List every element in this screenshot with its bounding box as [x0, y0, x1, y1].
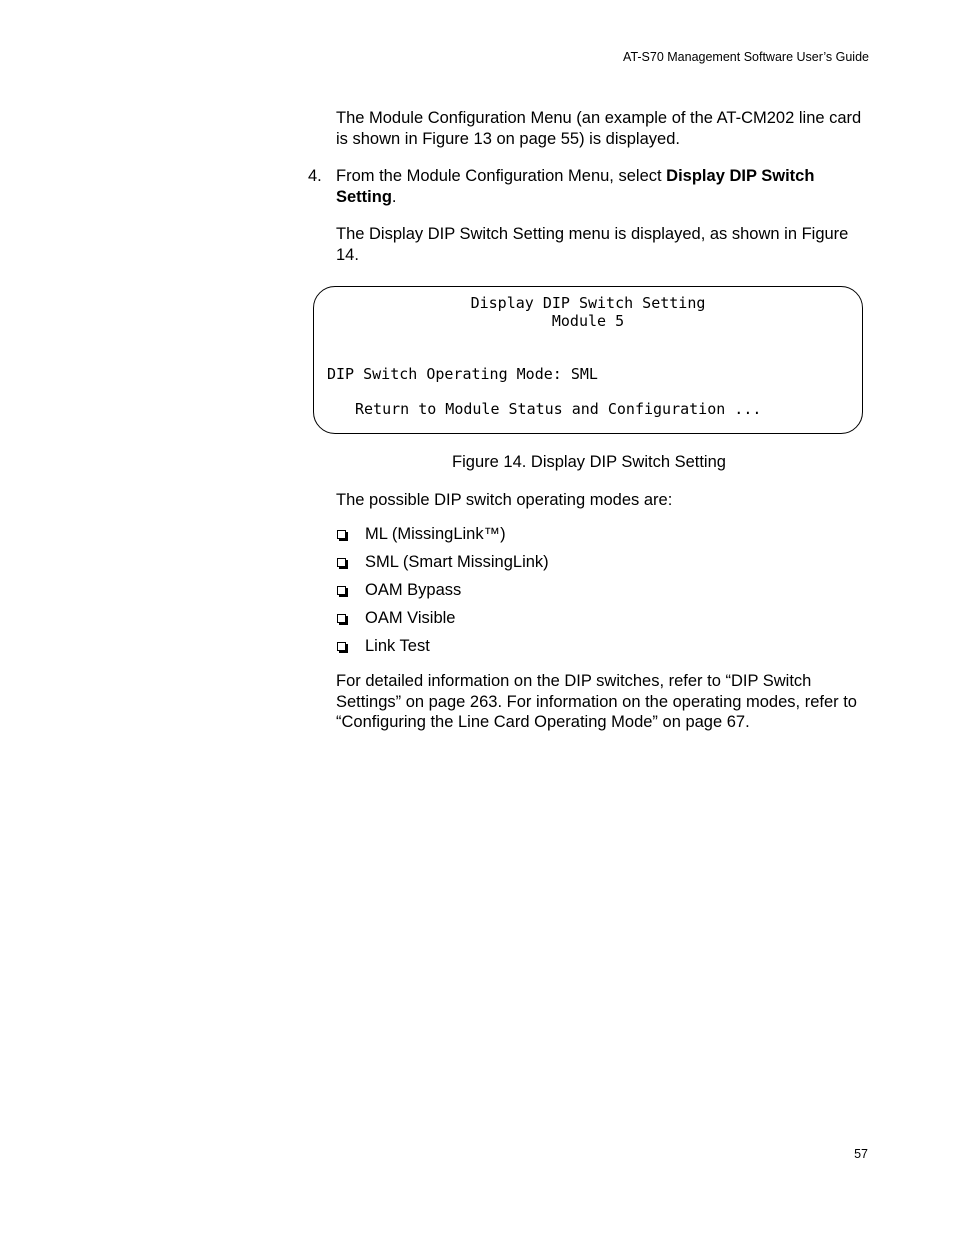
checkbox-bullet-icon: [337, 642, 346, 651]
modes-list: [336, 524, 549, 664]
screen-operating-mode: DIP Switch Operating Mode: SML: [327, 365, 598, 383]
checkbox-bullet-icon: [337, 558, 346, 567]
page-number: 57: [854, 1147, 868, 1161]
step-4-text-before: From the Module Configuration Menu, select: [336, 167, 667, 185]
running-header: AT-S70 Management Software User’s Guide: [623, 50, 869, 64]
closing-paragraph: For detailed information on the DIP switches, refer to “DIP Switch Settings” on page 263. For information on the operating modes, refer to “Configuring the Line Card Operating Mode” on page 67.: [336, 672, 857, 731]
list-item: [336, 580, 549, 608]
checkbox-bullet-icon: [337, 530, 346, 539]
figure-caption: Figure 14. Display DIP Switch Setting: [452, 453, 726, 471]
screen-module-line: Module 5: [551, 312, 625, 330]
step-4-text: [336, 166, 866, 207]
list-item-label: OAM Visible: [365, 609, 456, 627]
list-item-label: ML (MissingLink™): [365, 525, 506, 543]
screen-title: Display DIP Switch Setting: [470, 294, 706, 312]
screen-return-option: Return to Module Status and Configuration ...: [355, 400, 762, 418]
terminal-screen-figure: [313, 286, 863, 434]
menu-displayed-paragraph: The Display DIP Switch Setting menu is displayed, as shown in Figure 14.: [336, 225, 849, 264]
step-4-bold-command: Display DIP Switch Setting: [336, 167, 815, 206]
list-item-label: OAM Bypass: [365, 581, 462, 599]
checkbox-bullet-icon: [337, 614, 346, 623]
step-4-text-after: .: [391, 187, 397, 206]
checkbox-bullet-icon: [337, 586, 346, 595]
modes-intro: The possible DIP switch operating modes are:: [336, 491, 673, 509]
list-item-label: Link Test: [365, 637, 430, 655]
intro-paragraph: The Module Configuration Menu (an example of the AT-CM202 line card is shown in Figure 13 on page 55) is displayed.: [336, 109, 862, 148]
list-item: [336, 552, 549, 580]
list-item-label: SML (Smart MissingLink): [365, 553, 549, 571]
list-item: [336, 636, 549, 664]
list-item: [336, 608, 549, 636]
step-number: 4.: [308, 167, 322, 185]
list-item: [336, 524, 549, 552]
